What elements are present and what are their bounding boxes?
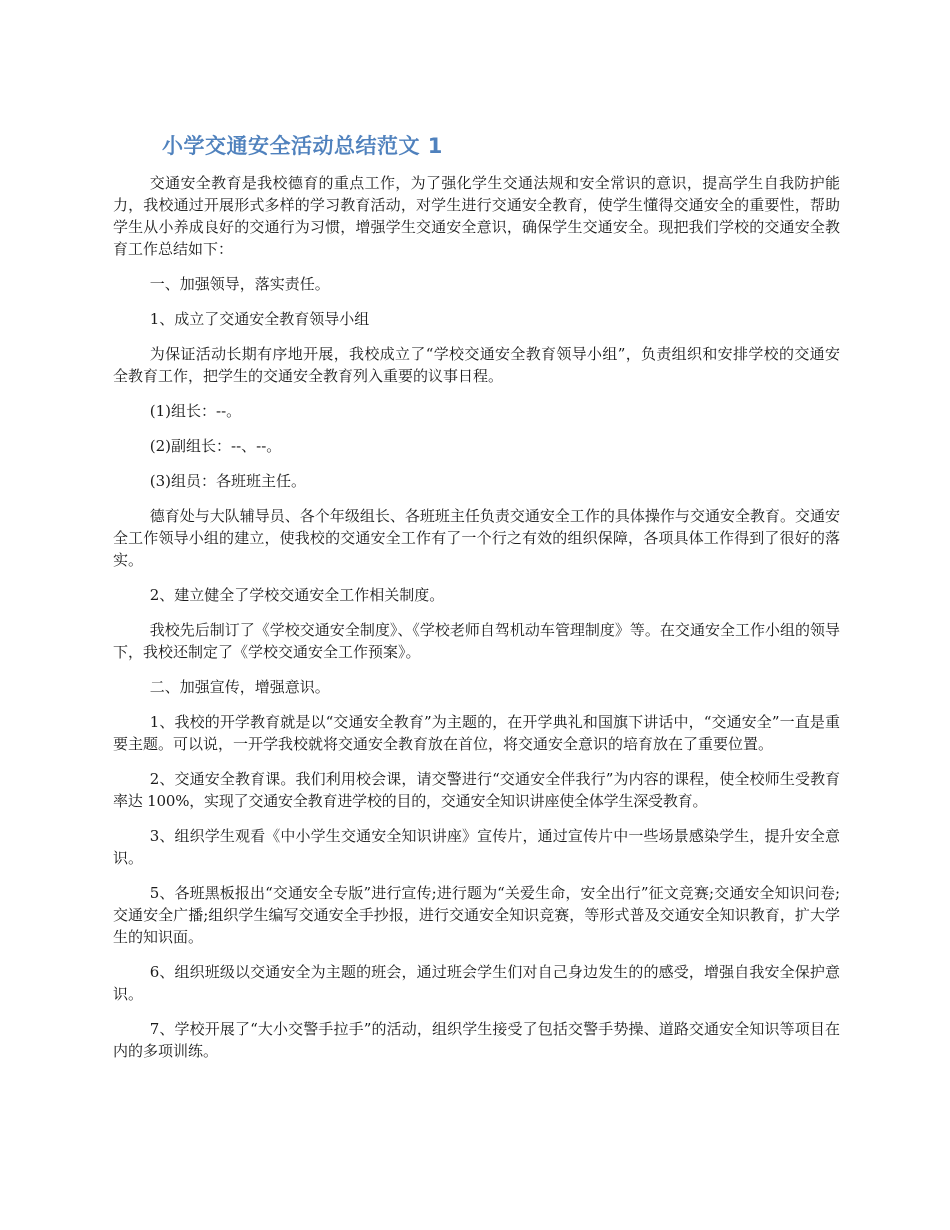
- paragraph-blackboard: 5、各班黑板报出“交通安全专版”进行宣传;进行题为“关爱生命，安全出行”征文竞赛;交通安全知识问卷;交通安全广播;组织学生编写交通安全手抄报，进行交通安全知识竞赛，等形式普及交通安全知识教育，扩大学生的知识面。: [113, 884, 840, 946]
- paragraph-opening-education: 1、我校的开学教育就是以“交通安全教育”为主题的，在开学典礼和国旗下讲话中，“交通安全”一直是重要主题。可以说，一开学我校就将交通安全教育放在首位，将交通安全意识的培育放在了重要位置。: [113, 713, 840, 753]
- paragraph-video: 3、组织学生观看《中小学生交通安全知识讲座》宣传片，通过宣传片中一些场景感染学生，提升安全意识。: [113, 827, 840, 867]
- item-heading-1-2: 2、建立健全了学校交通安全工作相关制度。: [149, 586, 445, 604]
- paragraph-intro: 交通安全教育是我校德育的重点工作，为了强化学生交通法规和安全常识的意识，提高学生自我防护能力，我校通过开展形式多样的学习教育活动，对学生进行交通安全教育，使学生懂得交通安全的重要性，帮助学生从小养成良好的交通行为习惯，增强学生交通安全意识，确保学生交通安全。现把我们学校的交通安全教育工作总结如下：: [113, 174, 840, 258]
- paragraph-safety-class: 2、交通安全教育课。我们利用校会课，请交警进行“交通安全伴我行”为内容的课程，使全校师生受教育率达 100%，实现了交通安全教育进学校的目的，交通安全知识讲座使全体学生深受教育。: [113, 770, 840, 810]
- paragraph-leadership-group: 为保证活动长期有序地开展，我校成立了“学校交通安全教育领导小组”，负责组织和安排学校的交通安全教育工作，把学生的交通安全教育列入重要的议事日程。: [113, 345, 840, 385]
- document-body: [113, 172, 840, 1075]
- list-item-members: (3)组员：各班班主任。: [149, 472, 306, 490]
- document-title: 小学交通安全活动总结范文 1: [162, 134, 443, 158]
- section-heading-1: 一、加强领导，落实责任。: [149, 275, 330, 293]
- section-heading-2: 二、加强宣传，增强意识。: [149, 678, 330, 696]
- paragraph-responsibility: 德育处与大队辅导员、各个年级组长、各班班主任负责交通安全工作的具体操作与交通安全教育。交通安全工作领导小组的建立，使我校的交通安全工作有了一个行之有效的组织保障，各项具体工作得到了很好的落实。: [113, 507, 840, 569]
- paragraph-regulations: 我校先后制订了《学校交通安全制度》、《学校老师自驾机动车管理制度》等。在交通安全工作小组的领导下，我校还制定了《学校交通安全工作预案》。: [113, 621, 840, 661]
- item-heading-1-1: 1、成立了交通安全教育领导小组: [149, 310, 370, 328]
- paragraph-police-activity: 7、学校开展了“大小交警手拉手”的活动，组织学生接受了包括交警手势操、道路交通安全知识等项目在内的多项训练。: [113, 1020, 840, 1060]
- paragraph-class-meeting: 6、组织班级以交通安全为主题的班会，通过班会学生们对自己身边发生的的感受，增强自我安全保护意识。: [113, 963, 840, 1003]
- list-item-deputy: (2)副组长：--、--。: [149, 437, 282, 455]
- list-item-leader: (1)组长：--。: [149, 402, 242, 420]
